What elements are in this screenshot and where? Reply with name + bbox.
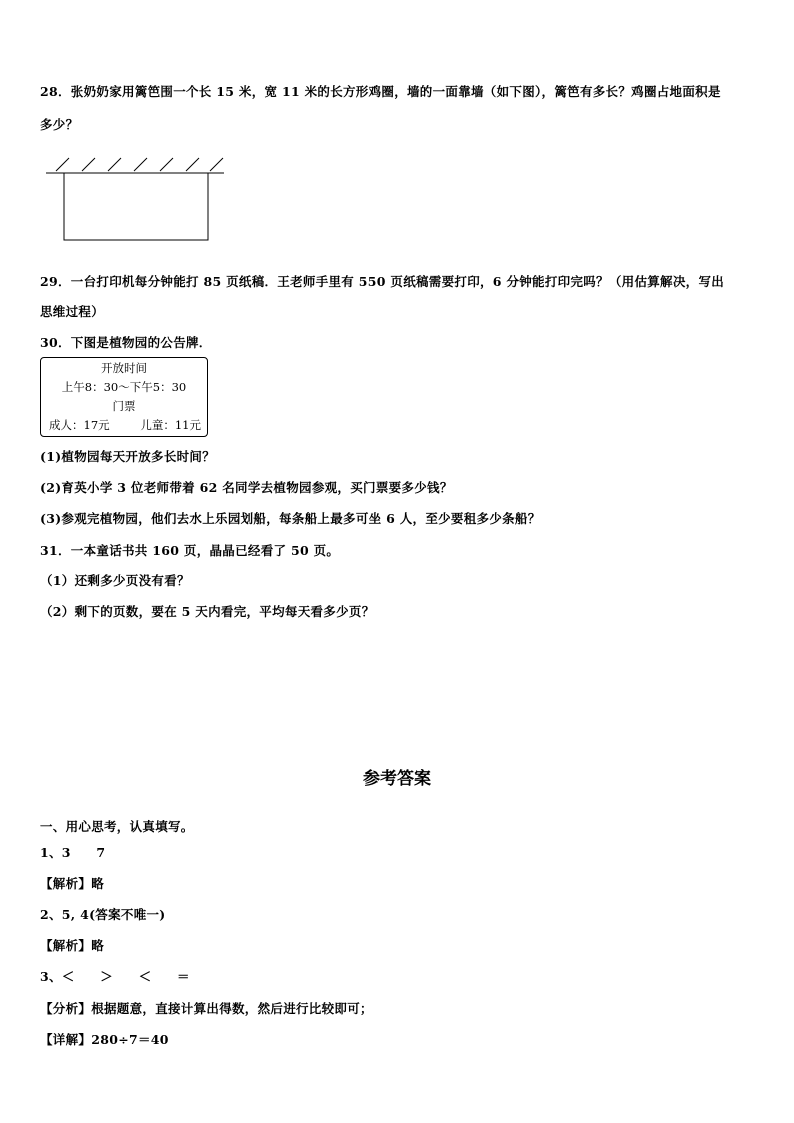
- child-price: 儿童：11元: [140, 418, 201, 432]
- q30-sub2: (2)育英小学 3 位老师带着 62 名同学去植物园参观，买门票要多少钱？: [40, 480, 453, 495]
- q31-sub2: （2）剩下的页数，要在 5 天内看完，平均每天看多少页？: [40, 604, 375, 619]
- q30-intro: 30．下图是植物园的公告牌．: [40, 335, 212, 350]
- answer-1-note: 【解析】略: [40, 876, 105, 891]
- hours-title: 开放时间: [101, 361, 147, 375]
- answer-3-detail: 【详解】280÷7＝40: [40, 1032, 169, 1047]
- adult-price: 成人：17元: [49, 418, 110, 432]
- q29-line2: 思维过程）: [40, 304, 105, 319]
- answer-2: 2、5, 4(答案不唯一): [40, 907, 166, 922]
- q28-line1: 28．张奶奶家用篱笆围一个长 15 米，宽 11 米的长方形鸡圈，墙的一面靠墙（如下图），篱笆有多长？鸡圈占地面积是: [40, 84, 721, 99]
- answer-3: 3、＜ ＞ ＜ ＝: [40, 969, 190, 984]
- answer-1: 1、3 7: [40, 845, 106, 860]
- garden-notice-board: [40, 357, 208, 437]
- q29-line1: 29．一台打印机每分钟能打 85 页纸稿．王老师手里有 550 页纸稿需要打印，6 分钟能打印完吗？（用估算解决，写出: [40, 274, 725, 289]
- coop-rectangle: [64, 173, 208, 240]
- q31-intro: 31．一本童话书共 160 页，晶晶已经看了 50 页。: [40, 543, 340, 558]
- answers-section1: 一、用心思考，认真填写。: [40, 819, 194, 834]
- answers-title: 参考答案: [363, 769, 431, 789]
- q31-sub1: （1）还剩多少页没有看？: [40, 573, 190, 588]
- q30-sub1: (1)植物园每天开放多长时间？: [40, 449, 216, 464]
- q30-sub3: (3)参观完植物园，他们去水上乐园划船，每条船上最多可坐 6 人，至少要租多少条船？: [40, 511, 541, 526]
- hours-value: 上午8：30～下午5：30: [61, 380, 187, 394]
- chicken-coop-figure: [44, 154, 229, 246]
- wall-hatch: [56, 158, 223, 171]
- answer-3-analysis: 【分析】根据题意，直接计算出得数，然后进行比较即可；: [40, 1001, 373, 1016]
- q28-line2: 多少？: [40, 117, 79, 132]
- answer-2-note: 【解析】略: [40, 938, 105, 953]
- ticket-title: 门票: [112, 399, 136, 413]
